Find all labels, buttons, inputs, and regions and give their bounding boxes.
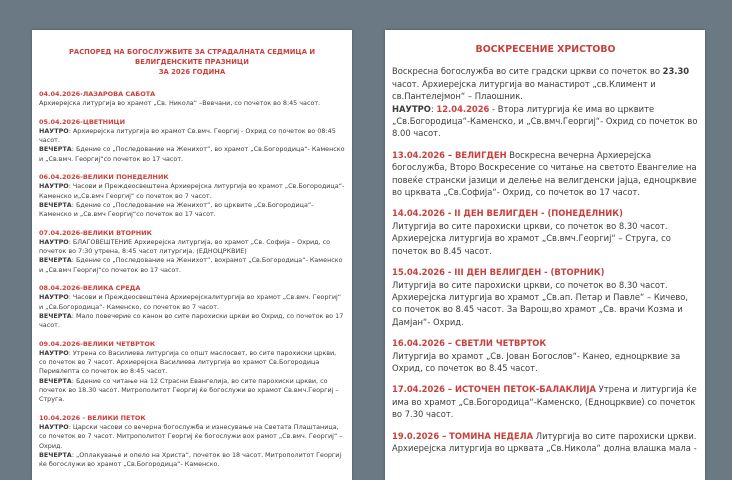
section-heading: 06.04.2026-ВЕЛИКИ ПОНЕДЕЛНИК	[39, 173, 169, 182]
morning-label: НАУТРО	[39, 182, 69, 191]
page-title-line: ЗА 2026 ГОДИНА	[158, 68, 226, 76]
schedule-block-veligden	[392, 149, 699, 199]
page-title: ВОСКРЕСЕНИЕ ХРИСТОВО	[475, 44, 616, 55]
block-body: Литургија во храмот „Св. Јован Богослов“- Канео, едноцрквие за Охрид, со почеток во 8.45 часот.	[392, 350, 681, 373]
evening-text: : „Оплакување и опело на Христа“, почеток во 18 часот. Митрополитот Георгиј ќе богослужи во храмот „Св.Богородица“- Каменско.	[39, 450, 342, 469]
section-heading: 09.04.2026-ВЕЛИКИ ЧЕТВРТОК	[39, 339, 156, 348]
section-paragraph: Архиерејска литургија во храмот „Св. Никола“ –Вевчани, со почеток во 8:45 часот.	[39, 99, 321, 108]
section-paragraph	[39, 423, 345, 451]
block-heading: 13.04.2026 – ВЕЛИГДЕН	[392, 149, 507, 160]
morning-label: НАУТРО	[39, 422, 69, 431]
schedule-section-veliki-petok	[39, 414, 345, 470]
section-paragraph	[39, 127, 345, 146]
section-heading: 08.04.2026-ВЕЛИКА СРЕДА	[39, 284, 141, 293]
schedule-block-iii-den-veligden	[392, 266, 699, 328]
morning-note-paragraph	[392, 103, 699, 140]
evening-text: : Мало повечерие со канон во сите парохиски цркви во Охрид, со почеток во 17 часот.	[39, 311, 344, 330]
section-paragraph	[39, 145, 345, 164]
date-highlight: 12.04.2026	[436, 103, 490, 114]
page-title-line: РАСПОРЕД НА БОГОСЛУЖБИТЕ ЗА СТРАДАЛНАТА СЕДМИЦА И	[68, 48, 316, 56]
easter-intro-paragraph	[392, 65, 699, 102]
document-page-right[interactable]	[385, 30, 705, 480]
evening-text: : Бдение со „Последование на Женихот“, во црквите „Св.Богородица“- Каменско и „Св.вмч Георгиј“со почеток во 17 часот.	[39, 200, 314, 219]
morning-text: : Утрена со Василиева литургија со општ маслосвет, во сите парохиски цркви, со почеток во 7 часот. Архиерејска Василиева литургија во храмот Св.Богородица Перивлепта со почеток во 8:45 часот.	[39, 348, 337, 376]
evening-label: ВЕЧЕРТА	[39, 256, 72, 265]
section-paragraph	[39, 451, 345, 470]
block-heading: 16.04.2026 – СВЕТЛИ ЧЕТВРТОК	[392, 338, 547, 349]
evening-text: : Бдение со „Последование на Женихот“, во храмот „Св.Богородица“- Каменско и „Св.вмч. Георгиј“со почеток во 17 часот.	[39, 145, 345, 163]
morning-text: : Часови и Преждеосвештена Архиерејскалитургија во храмот „Св.вмч. Георгиј“ и „Св.Богородица“- Каменско, со почеток во 7 часот.	[39, 293, 342, 311]
section-heading: 07.04.2026-ВЕЛИКИ ВТОРНИК	[39, 228, 152, 237]
evening-label: ВЕЧЕРТА	[39, 145, 72, 154]
schedule-block-ii-den-veligden	[392, 207, 699, 257]
schedule-section-cvetnici	[39, 118, 345, 164]
section-paragraph	[39, 201, 345, 220]
block-body: Литургија во сите парохиски цркви, со почеток во 8.30 часот. Архиерејска литургија во храмот „Св.вмч.Георгиј“ – Струга, со почеток во 8.45 часот.	[392, 220, 671, 256]
morning-label: НАУТРО	[39, 348, 69, 357]
block-body: Утрена и литургија ќе има во храмот „Св.Богородица“-Каменско, (Едноцрквие) со почеток во 7.30 часот.	[392, 384, 697, 420]
document-page-left[interactable]	[32, 30, 352, 480]
section-paragraph	[39, 182, 345, 201]
morning-label: НАУТРО	[39, 293, 69, 302]
block-body: Литургија во сите парохиски цркви, со почеток во 8.30 часот. Архиерејска литургија во храмот „Св.ап. Петар и Павле“ – Кичево, со почеток во 8.45 часот. За Варош,во храмот „Св. врачи Козма и Дамјан“- Охрид.	[392, 279, 689, 327]
section-heading: 04.04.2026-ЛАЗАРОВА САБОТА	[39, 90, 156, 98]
morning-text: : БЛАГОВЕШТЕНИЕ Архиерејска литургија, во храмот „Св. Софија – Охрид, со почеток во 7:30 утрена, 8:45 часот литургија. (ЕДНОЦРКВИЕ)	[39, 237, 331, 256]
schedule-section-veliki-chetvrtok	[39, 340, 345, 405]
evening-label: ВЕЧЕРТА	[39, 311, 72, 320]
morning-label: НАУТРО	[39, 237, 69, 246]
schedule-block-tomina-nedela	[392, 430, 699, 455]
evening-text: : Бдение со „Последование на Женихот“, вохрамот „Св.Богородица“- Каменско и „Св.вмч Георгиј“со почеток во 17 часот.	[39, 256, 343, 274]
morning-text: : Часови и Преждеосвештена Архиерејска литургија во храмот „Св.Богородица“- Каменско и„Св.вмч Георгиј“ со почеток во 7 часот.	[39, 182, 345, 200]
time-bold: 23.30	[662, 66, 690, 77]
schedule-block-istochen-petok	[392, 383, 699, 420]
morning-label: НАУТРО	[39, 126, 69, 135]
block-body: Литургија во сите парохиски цркви. Архиерејска литургија во црквата „Св.Никола“ долна влашка мала -	[392, 430, 697, 453]
morning-note-text: - Втора литургија ќе има во црквите „Св.Богородица“-Каменско, и „Св.вмч.Георгиј“- Охрид со почеток во 8.00 часот.	[392, 103, 698, 139]
page-title	[53, 47, 331, 77]
intro-text: Воскресна богослужба во сите градски цркви со почеток во	[392, 66, 663, 77]
block-heading: 14.04.2026 - II ДЕН ВЕЛИГДЕН - (ПОНЕДЕЛНИК)	[392, 208, 623, 219]
morning-text: : Архиерејска литургија во храмот Св.вмч. Георгиј - Охрид со почеток во 08:45 часот.	[39, 126, 336, 145]
section-paragraph	[39, 293, 345, 312]
block-heading: 15.04.2026 - III ДЕН ВЕЛИГДЕН - (ВТОРНИК)	[392, 267, 605, 278]
schedule-block-svetli-chetvrtok	[392, 337, 699, 374]
separator: :	[430, 103, 437, 114]
section-paragraph	[39, 256, 345, 275]
intro-text: часот. Архиерејска литургија во манастирот „св.Климент и св.Пантелејмон“ – Плаошник.	[392, 78, 656, 102]
page-title-line: ВЕЛИГДЕНСКИТЕ ПРАЗНИЦИ	[135, 58, 249, 66]
section-paragraph	[39, 349, 345, 377]
section-heading: 10.04.2026 - ВЕЛИКИ ПЕТОК	[39, 413, 146, 422]
evening-label: ВЕЧЕРТА	[39, 450, 72, 459]
schedule-section-veliki-vtornik	[39, 229, 345, 275]
evening-text: : Бдение со читање на 12 Страсни Евангелија, во сите парохиски цркви, со почеток во 18.30 часот. Митрополитот Георгиј ќе богослужи во храмот Св.вмч.Георгиј – Струга.	[39, 376, 339, 404]
schedule-section-veliki-ponedelnik	[39, 173, 345, 219]
block-heading: 19.0.2026 – ТОМИНА НЕДЕЛА	[392, 430, 534, 441]
morning-text: : Царски часови со вечерна богослужба и изнесување на Светата Плаштаница, со почеток во 7 часот. Митрополитот Георгиј ќе богослужи вох рамот „Св.вмч. Георгиј“ – Охрид.	[39, 422, 343, 450]
section-paragraph	[39, 238, 345, 257]
evening-label: ВЕЧЕРТА	[39, 200, 72, 209]
block-body: Воскресна вечерна Архиерејска богослужба, Второ Воскресение со читање на светото Евангелие на повеќе странски јазици и делење на велигденски јајца, едноцрквие во црквата „Св.Софија“- Охрид, со почеток во 17 часот.	[392, 149, 697, 198]
block-heading: 17.04.2026 – ИСТОЧЕН ПЕТОК-БАЛАКЛИЈА	[392, 384, 596, 395]
section-paragraph	[39, 312, 345, 331]
section-paragraph	[39, 377, 345, 405]
schedule-section-lazarova-sabota	[39, 90, 345, 109]
morning-label: НАУТРО	[392, 103, 431, 114]
schedule-section-velika-sreda	[39, 284, 345, 330]
evening-label: ВЕЧЕРТА	[39, 376, 72, 385]
section-heading: 05.04.2026-ЦВЕТНИЦИ	[39, 117, 126, 126]
